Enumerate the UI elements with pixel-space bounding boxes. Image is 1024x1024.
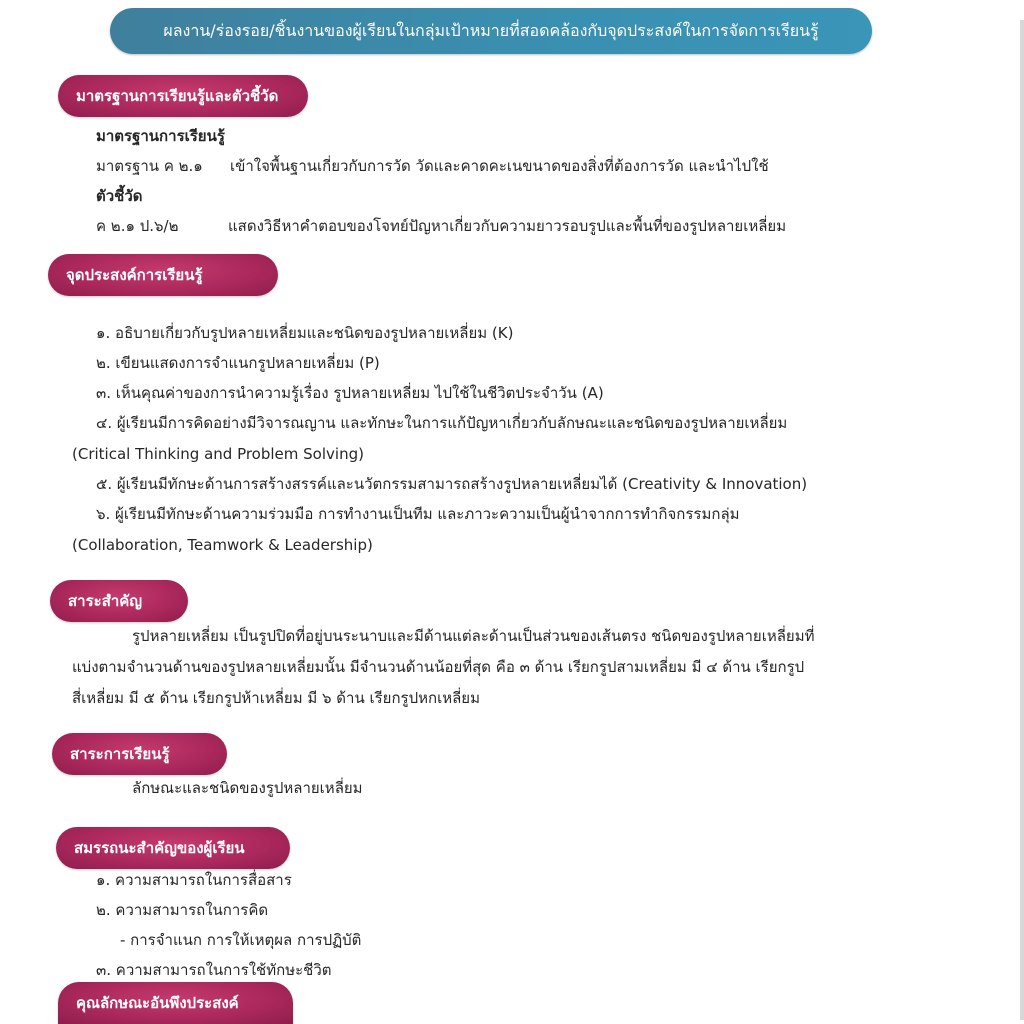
objective-item: ๑. อธิบายเกี่ยวกับรูปหลายเหลี่ยมและชนิดของรูปหลายเหลี่ยม (K) [96, 324, 514, 342]
objective-item: ๕. ผู้เรียนมีทักษะด้านการสร้างสรรค์และนวัตกรรมสามารถสร้างรูปหลายเหลี่ยมได้ (Creativity & Innovation) [96, 475, 808, 493]
competency-item: ๓. ความสามารถในการใช้ทักษะชีวิต [96, 961, 332, 979]
section-heading-competencies: สมรรถนะสำคัญของผู้เรียน [56, 827, 290, 869]
section-heading-standards: มาตรฐานการเรียนรู้และตัวชี้วัด [58, 75, 308, 117]
objective-item: ๓. เห็นคุณค่าของการนำความรู้เรื่อง รูปหลายเหลี่ยม ไปใช้ในชีวิตประจำวัน (A) [96, 384, 604, 402]
section-heading-content: สาระการเรียนรู้ [52, 733, 227, 775]
objective-item: ๒. เขียนแสดงการจำแนกรูปหลายเหลี่ยม (P) [96, 354, 380, 372]
key-concept-line: แบ่งตามจำนวนด้านของรูปหลายเหลี่ยมนั้น มีจำนวนด้านน้อยที่สุด คือ ๓ ด้าน เรียกรูปสามเหลี่ยม มี ๔ ด้าน เรียกรูป [72, 658, 805, 676]
key-concept-line: รูปหลายเหลี่ยม เป็นรูปปิดที่อยู่บนระนาบและมีด้านแต่ละด้านเป็นส่วนของเส้นตรง ชนิดของรูปหลายเหลี่ยมที่ [132, 627, 815, 645]
indicator-text: แสดงวิธีหาคำตอบของโจทย์ปัญหาเกี่ยวกับความยาวรอบรูปและพื้นที่ของรูปหลายเหลี่ยม [228, 217, 787, 235]
indicator-subheading: ตัวชี้วัด [96, 187, 143, 205]
page-title-banner: ผลงาน/ร่องรอย/ชิ้นงานของผู้เรียนในกลุ่มเป้าหมายที่สอดคล้องกับจุดประสงค์ในการจัดการเรียนรู้ [110, 8, 872, 54]
objective-item-continuation: (Collaboration, Teamwork & Leadership) [72, 536, 373, 554]
standard-code: มาตรฐาน ค ๒.๑ [96, 157, 203, 175]
section-heading-attributes: คุณลักษณะอันพึงประสงค์ [58, 982, 293, 1024]
competency-item: ๑. ความสามารถในการสื่อสาร [96, 871, 292, 889]
standard-subheading: มาตรฐานการเรียนรู้ [96, 127, 225, 145]
standard-text: เข้าใจพื้นฐานเกี่ยวกับการวัด วัดและคาดคะเนขนาดของสิ่งที่ต้องการวัด และนำไปใช้ [230, 157, 769, 175]
section-heading-key-concept: สาระสำคัญ [50, 580, 188, 622]
content-text: ลักษณะและชนิดของรูปหลายเหลี่ยม [132, 779, 363, 797]
objective-item-continuation: (Critical Thinking and Problem Solving) [72, 445, 364, 463]
key-concept-line: สี่เหลี่ยม มี ๕ ด้าน เรียกรูปห้าเหลี่ยม มี ๖ ด้าน เรียกรูปหกเหลี่ยม [72, 689, 480, 707]
indicator-code: ค ๒.๑ ป.๖/๒ [96, 217, 179, 235]
page-edge [1020, 20, 1024, 1020]
competency-item: ๒. ความสามารถในการคิด [96, 901, 269, 919]
section-heading-objectives: จุดประสงค์การเรียนรู้ [48, 254, 278, 296]
objective-item: ๔. ผู้เรียนมีการคิดอย่างมีวิจารณญาน และทักษะในการแก้ปัญหาเกี่ยวกับลักษณะและชนิดของรูปหลายเหลี่ยม [96, 414, 788, 432]
objective-item: ๖. ผู้เรียนมีทักษะด้านความร่วมมือ การทำงานเป็นทีม และภาวะความเป็นผู้นำจากการทำกิจกรรมกลุ่ม [96, 505, 740, 523]
competency-subitem: - การจำแนก การให้เหตุผล การปฏิบัติ [120, 931, 362, 949]
